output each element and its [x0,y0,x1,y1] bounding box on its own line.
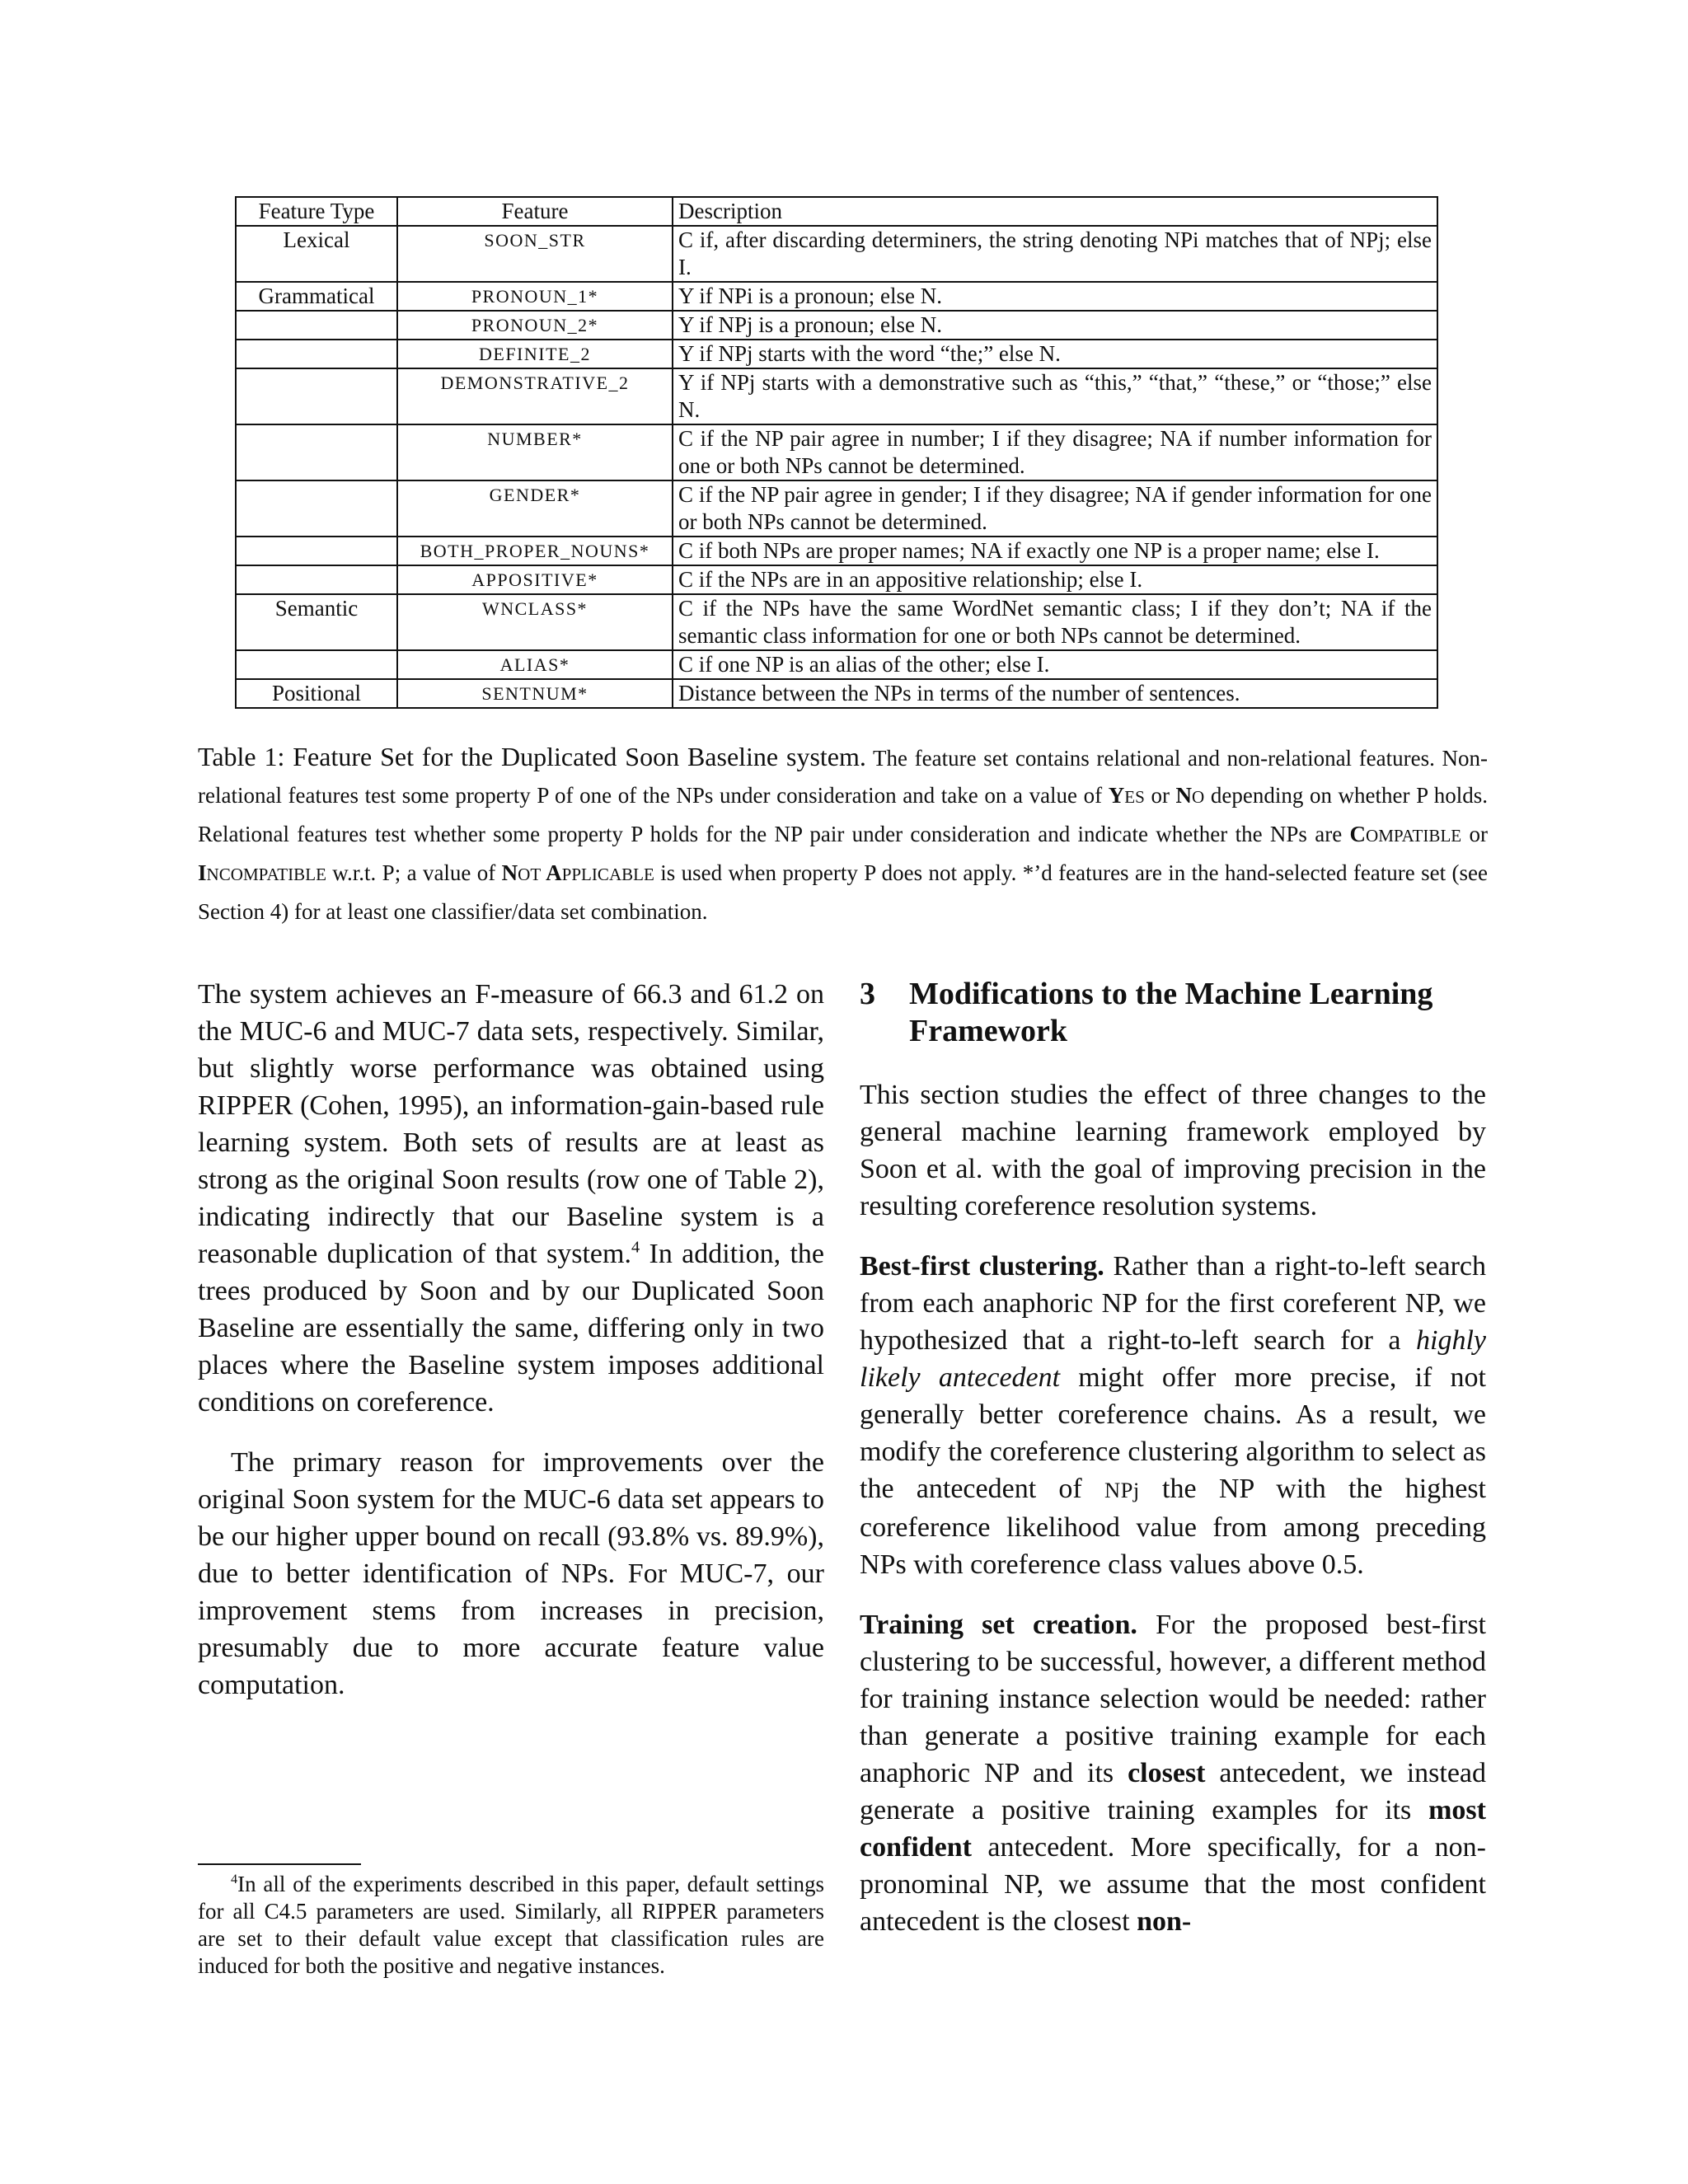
paragraph-text: might offer more precise, if not generally better coreference chains. As a result, we modify the coreference clustering algorithm to select as the antecedent of [860,1362,1486,1504]
feature-type-cell [236,311,397,340]
feature-name-cell: GENDER* [397,480,673,537]
feature-description-cell: C if one NP is an alias of the other; else I. [673,650,1437,679]
caption-text: depending on whether P holds. Relational features test whether some property P holds for the NP pair under consideration and indicate whether the NPs are [198,783,1489,846]
body-paragraph: The primary reason for improvements over the original Soon system for the MUC-6 data set appears to be our higher upper bound on recall (93.8% vs. 89.9%), due to better identification of NPs. For MUC-7, our improvement stems from increases in precision, presumably due to more accurate feature value computation. [198,1447,824,1700]
feature-type-cell [236,537,397,565]
feature-description-cell: C if both NPs are proper names; NA if exactly one NP is a proper name; else I. [673,537,1437,565]
body-paragraph [198,976,824,1421]
footnote-number: 4 [231,1872,238,1886]
bold-term: closest [1128,1758,1206,1788]
caption-text: N [501,860,518,885]
feature-type-cell [236,480,397,537]
section-title: Modifications to the Machine Learning Framework [909,977,1433,1048]
footnote-rule [198,1863,361,1865]
np-term: NPj [1104,1478,1140,1502]
caption-text: I [198,860,207,885]
paragraph-text: antecedent, we instead generate a positive training examples for its [860,1758,1487,1825]
footnote-body: In all of the experiments described in this paper, default settings for all C4.5 parameters are used. Similarly, all RIPPER parameters are set to their default value except that classification rules are induced for both the positive and negative instances. [198,1872,824,1978]
feature-table [235,196,1438,709]
caption-text: or [1144,783,1176,808]
caption-text: NCOMPATIBLE [206,865,326,884]
paragraph-text: In addition, the trees produced by Soon and by our Duplicated Soon Baseline are essentially the same, differing only in two places where the Baseline system imposes additional conditions on coreference. [198,1239,824,1418]
body-paragraph [860,1606,1486,1940]
feature-type-cell [236,650,397,679]
small-caps-incompatible [198,860,326,885]
footnote [198,1871,824,1980]
feature-name-cell: BOTH_PROPER_NOUNS* [397,537,673,565]
table-row [236,311,1437,340]
paragraph-text: antecedent. More specifically, for a non-pronominal NP, we assume that the most confident antecedent is the closest [860,1832,1486,1937]
feature-name-cell: DEMONSTRATIVE_2 [397,368,673,424]
caption-text: OT [518,865,542,884]
feature-type-cell [236,424,397,480]
paragraph-text: Rather than a right-to-left search from each anaphoric NP for the first coreferent NP, we hypothesized that a right-to-left search for a [860,1251,1486,1356]
paragraph-text: For the proposed best-first clustering to be successful, however, a different method for training instance selection would be needed: rather than generate a positive training example for each anaphoric NP and its [860,1610,1487,1788]
small-caps-compatible [1350,822,1462,846]
feature-name-cell: DEFINITE_2 [397,340,673,368]
caption-text: Y [1108,783,1125,808]
table-row [236,537,1437,565]
paragraph-text: The system achieves an F-measure of 66.3 and 61.2 on the MUC-6 and MUC-7 data sets, respectively. Similar, but slightly worse performance was obtained using RIPPER (Cohen, 1995), an information-gain-based rule learning system. Both sets of results are at least as strong as the original Soon results (row one of Table 2), indicating indirectly that our Baseline system is a reasonable duplication of that system. [198,979,824,1269]
bold-term: non- [1137,1906,1192,1937]
feature-name-cell: SENTNUM* [397,679,673,708]
feature-description-cell: C if the NPs are in an appositive relationship; else I. [673,565,1437,594]
section-number: 3 [860,977,875,1011]
table-row [236,226,1437,282]
table-header-cell: Feature [397,197,673,226]
caption-text: C [1349,822,1366,846]
caption-text: The feature set contains relational and non-relational features. Non-relational features test some property P of one of the NPs under consideration and take on a value of [198,746,1488,808]
paragraph-heading: Best-first clustering. [860,1251,1104,1282]
footnote-text [198,1871,824,1980]
right-column [860,976,1486,1940]
table-row [236,594,1437,650]
table-header-cell: Feature Type [236,197,397,226]
feature-name-cell: PRONOUN_1* [397,282,673,311]
caption-text: O [1192,787,1205,807]
feature-description-cell: C if the NP pair agree in gender; I if they disagree; NA if gender information for one or both NPs cannot be determined. [673,480,1437,537]
table-row [236,480,1437,537]
feature-type-cell: Grammatical [236,282,397,311]
table-row [236,424,1437,480]
section-heading [860,976,1486,1050]
small-caps-no [1176,783,1205,808]
feature-type-cell [236,368,397,424]
table-row [236,565,1437,594]
footnote-marker: 4 [631,1238,640,1257]
body-paragraph [860,1248,1486,1583]
caption-text: or [1461,822,1488,846]
feature-description-cell: C if the NP pair agree in number; I if they disagree; NA if number information for one or both NPs cannot be determined. [673,424,1437,480]
feature-description-cell: C if, after discarding determiners, the string denoting NPi matches that of NPj; else I. [673,226,1437,282]
feature-name-cell: PRONOUN_2* [397,311,673,340]
table-header-row [236,197,1437,226]
table-row [236,340,1437,368]
table-caption [198,738,1488,930]
feature-name-cell: APPOSITIVE* [397,565,673,594]
table-row [236,282,1437,311]
table-row [236,368,1437,424]
feature-description-cell: Y if NPj is a pronoun; else N. [673,311,1437,340]
feature-type-cell: Lexical [236,226,397,282]
feature-description-cell: Y if NPj starts with the word “the;” else N. [673,340,1437,368]
table-body [236,226,1437,708]
body-paragraph: This section studies the effect of three changes to the general machine learning framework employed by Soon et al. with the goal of improving precision in the resulting coreference resolution systems. [860,1080,1486,1221]
feature-description-cell: Distance between the NPs in terms of the number of sentences. [673,679,1437,708]
emphasis-text: highly likely antecedent [860,1325,1486,1393]
table-row [236,650,1437,679]
paragraph-heading: Training set creation. [860,1610,1137,1640]
feature-name-cell: SOON_STR [397,226,673,282]
bold-term: most confident [860,1795,1486,1863]
left-column [198,976,824,1704]
caption-text: PPLICABLE [561,865,654,884]
table-header-cell: Description [673,197,1437,226]
caption-text: w.r.t. P; a value of [326,860,502,885]
caption-text: A [546,860,562,885]
feature-type-cell [236,565,397,594]
paragraph-text: the NP with the highest coreference likelihood value from among preceding NPs with coreference class values above 0.5. [860,1474,1487,1580]
feature-description-cell: C if the NPs have the same WordNet semantic class; I if they don’t; NA if the semantic class information for one or both NPs cannot be determined. [673,594,1437,650]
feature-type-cell: Semantic [236,594,397,650]
caption-text: is used when property P does not apply. *’d features are in the hand-selected feature set (see Section 4) for at least one classifier/data set combination. [198,860,1488,924]
feature-name-cell: ALIAS* [397,650,673,679]
small-caps-not-applicable [502,860,654,885]
feature-type-cell [236,340,397,368]
feature-description-cell: Y if NPi is a pronoun; else N. [673,282,1437,311]
small-caps-yes [1109,783,1145,808]
feature-description-cell: Y if NPj starts with a demonstrative such as “this,” “that,” “these,” or “those;” else N. [673,368,1437,424]
table-row [236,679,1437,708]
caption-title: Table 1: Feature Set for the Duplicated Soon Baseline system. [198,742,866,771]
feature-name-cell: WNCLASS* [397,594,673,650]
caption-text: ES [1124,787,1145,807]
feature-name-cell: NUMBER* [397,424,673,480]
caption-text: N [1175,783,1193,808]
feature-type-cell: Positional [236,679,397,708]
caption-text: OMPATIBLE [1366,826,1462,846]
